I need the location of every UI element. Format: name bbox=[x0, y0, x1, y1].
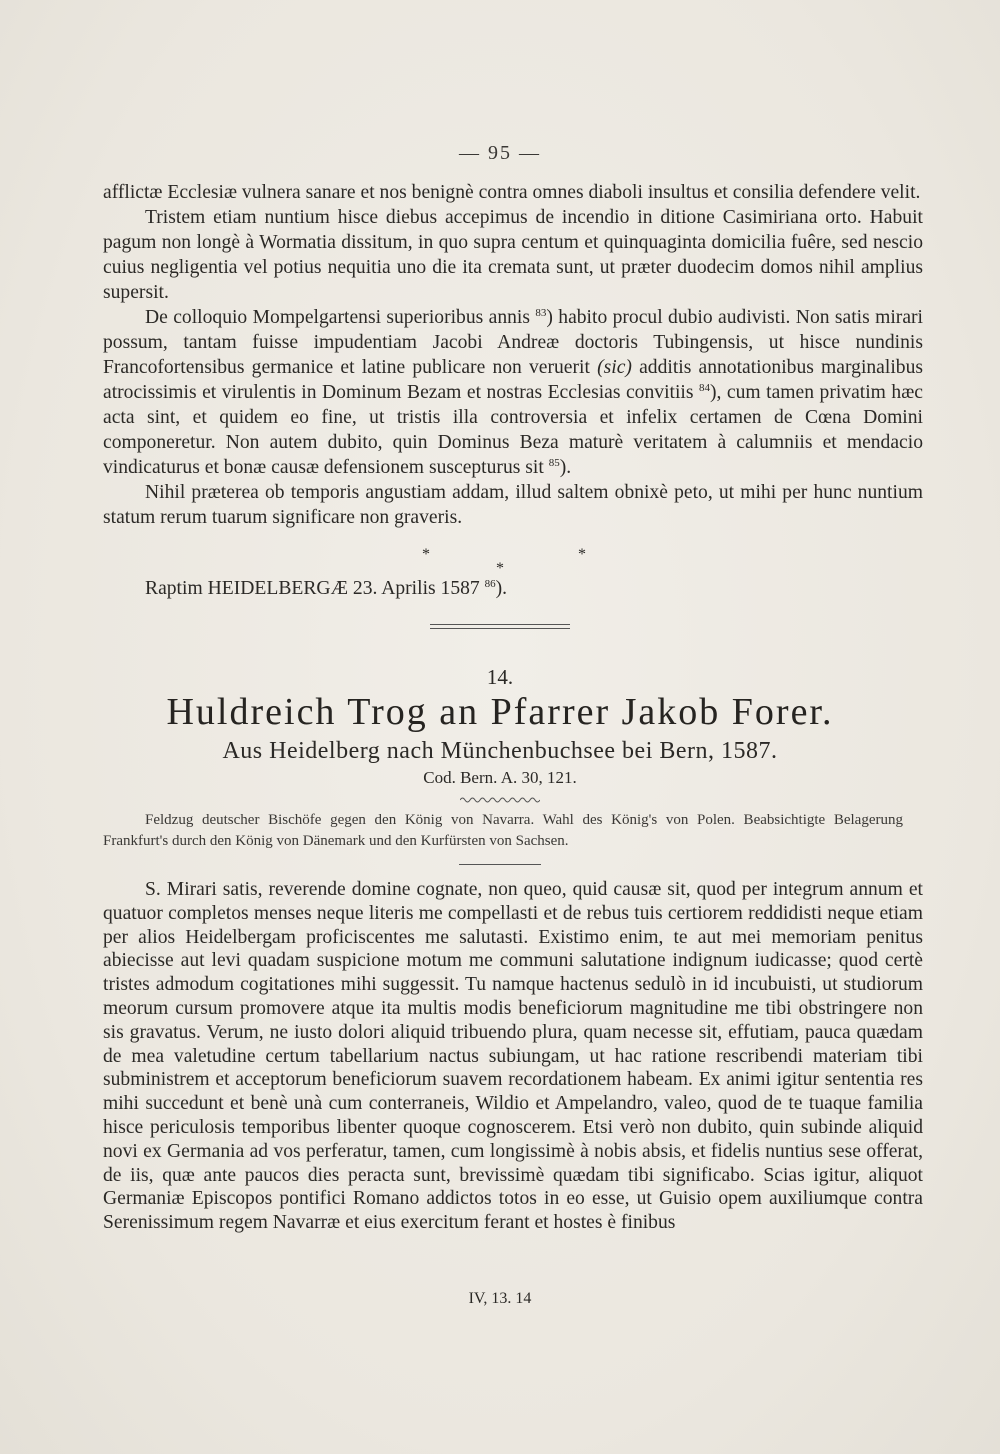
ornament-wave bbox=[460, 796, 540, 804]
dateline bbox=[145, 576, 507, 601]
colloquio-text-3: additis annotationibus marginalibus atrocissimis et virulentis in Dominum Bezam et nostras Ecclesias convitiis bbox=[103, 357, 923, 403]
footnote-ref-85: 85 bbox=[548, 457, 560, 469]
letter-origin: Aus Heidelberg nach Münchenbuchsee bei Bern, 1587. bbox=[222, 738, 778, 764]
letter-body bbox=[103, 878, 923, 1235]
section-divider bbox=[430, 628, 570, 629]
dateline-text: Raptim HEIDELBERGÆ 23. Aprilis 1587 bbox=[145, 578, 480, 599]
colloquio-text-1: De colloquio Mompelgartensi superioribus annis bbox=[145, 307, 530, 328]
footnote-ref-83: 83 bbox=[535, 307, 547, 319]
letter-title: Huldreich Trog an Pfarrer Jakob Forer. bbox=[166, 691, 834, 733]
summary-divider bbox=[459, 864, 541, 865]
asterisk: * bbox=[496, 560, 504, 577]
colloquio-text-5: ). bbox=[559, 457, 572, 478]
paragraph-closing-request: Nihil præterea ob temporis angustiam addam, illud saltem obnixè peto, ut mihi per hunc nuntium statum rerum tuarum significare non graveris. bbox=[103, 482, 923, 528]
paragraph-closing-sentence: afflictæ Ecclesiæ vulnera sanare et nos benignè contra omnes diaboli insultus et consilia defendere velit. bbox=[103, 182, 921, 203]
footnote-ref-86: 86 bbox=[484, 578, 496, 590]
letter-number: 14. bbox=[486, 665, 514, 689]
asterism bbox=[400, 546, 600, 576]
letter-summary bbox=[103, 810, 903, 852]
colloquio-text-4: ), cum tamen privatim hæc acta sint, et quidem eo fine, ut tristis illa controversia et infelix certamen de Cœna Domini componeretur. Non autem dubito, quin Dominus Beza maturè veritatem à calumniis et mendacio vindicaturus et bonæ causæ defensionem suscepturus sit bbox=[103, 382, 923, 478]
asterisk: * bbox=[422, 546, 430, 563]
summary-text: Feldzug deutscher Bischöfe gegen den König von Navarra. Wahl des König's von Polen. Beabsichtigte Belagerung Frankfurt's durch den König von Dänemark und den Kurfürsten von Sachsen. bbox=[103, 812, 903, 849]
signature-mark: IV, 13. 14 bbox=[468, 1290, 532, 1307]
asterisk: * bbox=[578, 546, 586, 563]
paragraph-colloquium bbox=[103, 305, 923, 480]
dateline-close: ). bbox=[495, 578, 508, 599]
paragraph-fire-news: Tristem etiam nuntium hisce diebus accepimus de incendio in ditione Casimiriana orto. Habuit pagum non longè à Wormatia dissitum, in quo supra centum et quinquaginta domicilia fuêre, sed nescio cuius negligentia vel potius nequitia uno die ita cremata sunt, ut præter duodecim domos nihil amplius supersit. bbox=[103, 207, 923, 303]
page-number: — 95 — bbox=[459, 142, 541, 164]
letter-continuation bbox=[103, 180, 923, 530]
codex-reference: Cod. Bern. A. 30, 121. bbox=[423, 768, 577, 787]
sic-note: (sic) bbox=[597, 357, 632, 378]
section-divider bbox=[430, 624, 570, 625]
colloquio-text-2: ) habito procul dubio audivisti. Non satis mirari possum, tantam fuisse impudentiam Jacobi Andreæ doctoris Tubingensis, ut hisce nundinis Francofortensibus germanice et latine publicare non veruerit bbox=[103, 307, 923, 378]
letter-body-text: S. Mirari satis, reverende domine cognate, non queo, quid causæ sit, quod per integrum annum et quatuor completos menses neque literis me compellasti et de rebus tuis certiorem reddidisti neque etiam per alios Heidelbergam proficiscentes me salutasti. Existimo enim, te aut mei memoriam penitus abiecisse aut levi quadam suspicione motum me communi salutatione indignum iudicasse; quod certè tristes admodum cogitationes mihi suggessit. Tu namque hactenus sedulò in id incubuisti, ut studiorum meorum cursum promovere atque ita multis modis beneficiorum magnitudine me tibi obstringere non sis gravatus. Verum, ne iusto dolori aliquid tribuendo plura, quam necesse sit, effutiam, pauca quædam de mea valetudine certum tabellarium nactus subiungam, ut hac ratione rescribendi materiam tibi subministrem et acceptorum beneficiorum suavem recordationem habeam. Ex animi igitur sententia res mihi succedunt et benè unà cum conterraneis, Wildio et Ampelandro, valeo, quod de te tuaque familia hisce periculosis temporibus libenter quoque cognoscerem. Etsi verò non dubito, quin subinde aliquid novi ex Germania ad vos perferatur, tamen, cum longissimè à nobis absis, et fidelis nuntius sese offerat, de iis, quæ ante paucos dies peracta sunt, brevissimè quædam tibi significabo. Scias igitur, aliquot Germaniæ Episcopos pontifici Romano addictos totos in eo esse, ut Guisio opem auxiliumque contra Serenissimum regem Navarræ et eius exercitum ferant et hostes è finibus bbox=[103, 879, 923, 1234]
footnote-ref-84: 84 bbox=[698, 382, 710, 394]
